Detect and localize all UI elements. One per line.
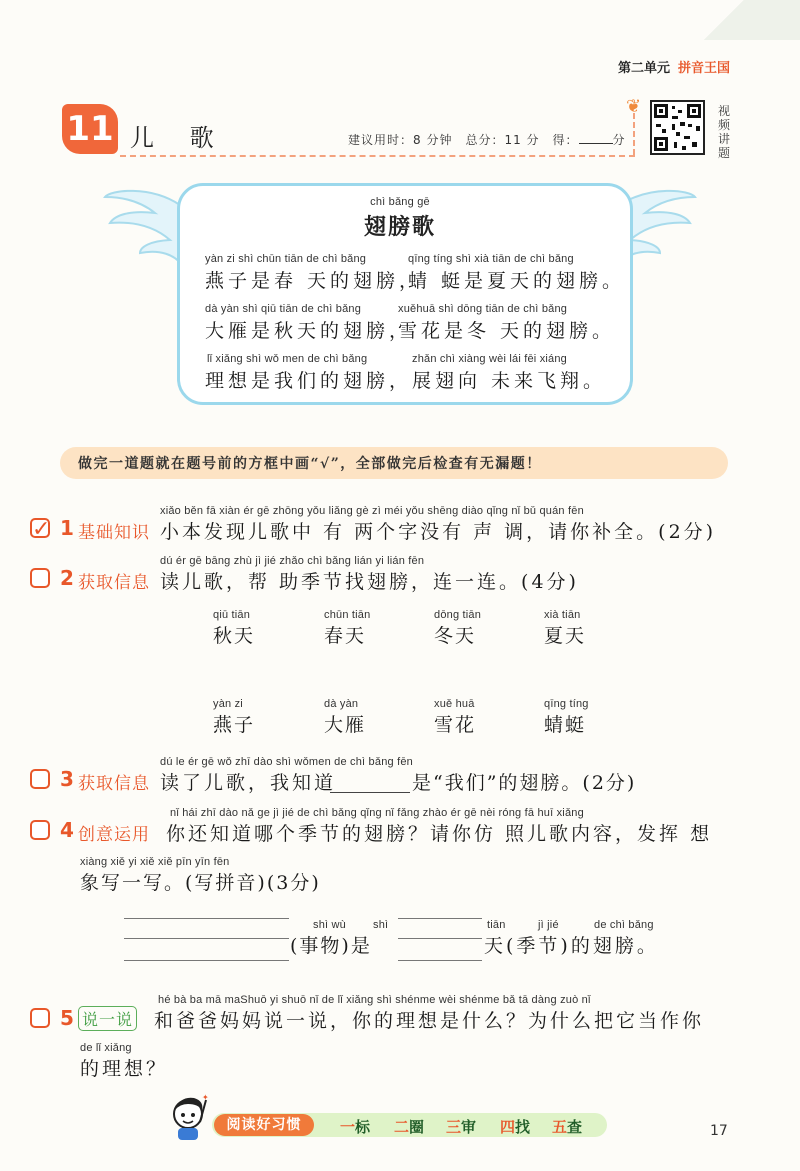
habit-step-word: 找	[515, 1118, 531, 1136]
question-4-number: 4	[60, 818, 74, 842]
question-4-pinyin-2: xiàng xiě yi xiě xiě pīn yīn fēn	[80, 856, 230, 868]
poem-line-2b-pinyin: xuěhuā shì dōng tiān de chì bǎng	[398, 303, 568, 315]
question-4-text: 你还知道哪个季节的翅膀？请你仿 照儿歌内容，发挥 想	[166, 823, 713, 845]
unit-number: 第二单元	[617, 61, 670, 76]
question-1-checkbox[interactable]	[30, 517, 51, 542]
question-3-text-b: 是“我们”的翅膀。(2分)	[412, 772, 637, 794]
season-pinyin: dōng tiān	[434, 609, 482, 621]
question-1-number: 1	[60, 516, 74, 540]
question-2-number: 2	[60, 566, 74, 590]
question-1-tag: 基础知识	[78, 523, 150, 543]
fill-line[interactable]	[124, 938, 289, 939]
fill-pinyin: shì wù	[313, 919, 346, 931]
poem-title-pinyin: chì bǎng gē	[370, 196, 430, 208]
season-item[interactable]: 春天	[324, 625, 367, 647]
question-1-pinyin: xiǎo běn fā xiàn ér gē zhōng yǒu liǎng gè zì méi yǒu shēng diào qǐng nǐ bǔ quán fēn	[160, 505, 584, 517]
question-5-text-2: 的理想？	[80, 1058, 169, 1080]
fill-pinyin: de chì bǎng	[594, 919, 654, 931]
question-3-number: 3	[60, 767, 74, 791]
question-1-text: 小本发现儿歌中 有 两个字没有 声 调，请你补全。(2分)	[160, 521, 717, 543]
boy-mascot-icon	[168, 1092, 210, 1140]
unit-name: 拼音王国	[677, 61, 730, 76]
header-divider-vertical	[633, 113, 635, 155]
question-5-checkbox[interactable]	[30, 1008, 50, 1028]
wing-pinyin: xuě huā	[434, 698, 475, 710]
question-3-answer-blank[interactable]	[330, 792, 410, 793]
question-4-text-2: 象写一写。(写拼音)(3分)	[80, 872, 321, 894]
score-blank[interactable]	[579, 143, 613, 144]
habit-step-2	[394, 1116, 424, 1137]
question-5-tag: 说一说	[78, 1006, 137, 1031]
fill-line[interactable]	[124, 960, 289, 961]
habit-step-number: 二	[394, 1118, 410, 1136]
poem-line-2a: 大雁是秋天的翅膀，	[205, 320, 413, 342]
fill-text-a: (事物)是	[290, 935, 372, 957]
question-4-checkbox[interactable]	[30, 820, 50, 840]
question-2-pinyin: dú ér gē bāng zhù jì jié zhǎo chì bǎng lián yi lián fēn	[160, 555, 425, 567]
wing-item[interactable]: 雪花	[434, 714, 477, 736]
question-5-number: 5	[60, 1006, 74, 1030]
habit-step-1	[340, 1116, 370, 1137]
sprout-icon: ❦	[626, 96, 642, 117]
fill-text-b: 天(季节)的翅膀。	[484, 935, 659, 957]
question-3-tag: 获取信息	[78, 774, 150, 794]
season-pinyin: qiū tiān	[213, 609, 251, 621]
poem-line-3b-pinyin: zhǎn chì xiàng wèi lái fēi xiáng	[412, 353, 567, 365]
question-5-text: 和爸爸妈妈说一说，你的理想是什么？为什么把它当作你	[154, 1010, 705, 1032]
wing-item[interactable]: 蜻蜓	[544, 714, 587, 736]
question-2-checkbox[interactable]	[30, 568, 50, 588]
video-label: 视频讲题	[718, 104, 731, 160]
season-pinyin: chūn tiān	[324, 609, 371, 621]
fill-line[interactable]	[398, 918, 482, 919]
unit-label	[618, 57, 730, 76]
habit-step-number: 四	[500, 1118, 516, 1136]
fill-line[interactable]	[398, 938, 482, 939]
fill-pinyin: shì	[373, 919, 389, 931]
question-4-pinyin: nǐ hái zhī dào nǎ ge jì jié de chì bǎng qǐng nǐ fǎng zhào ér gē nèi róng fā huī xiǎng	[170, 807, 584, 819]
lesson-title: 儿 歌	[130, 124, 228, 152]
score-unit: 分	[612, 133, 626, 147]
poem-line-3a: 理想是我们的翅膀，	[205, 370, 413, 392]
habit-step-word: 圈	[409, 1118, 425, 1136]
wing-pinyin: yàn zi	[213, 698, 243, 710]
habit-step-word: 查	[567, 1118, 583, 1136]
wing-item[interactable]: 燕子	[213, 714, 256, 736]
wing-pinyin: qīng tíng	[544, 698, 589, 710]
poem-line-1b: 蜻 蜓是夏天的翅膀。	[408, 270, 626, 292]
fill-line[interactable]	[124, 918, 289, 919]
time-info-text: 建议用时：8 分钟 总分：11 分 得：	[348, 133, 579, 147]
time-info	[348, 131, 626, 148]
svg-text:✦: ✦	[202, 1093, 209, 1102]
season-item[interactable]: 秋天	[213, 625, 256, 647]
question-3-pinyin: dú le ér gē wǒ zhī dào shì wǒmen de chì bǎng fēn	[160, 756, 413, 768]
fill-line[interactable]	[398, 960, 482, 961]
season-item[interactable]: 夏天	[544, 625, 587, 647]
habit-step-number: 三	[446, 1118, 462, 1136]
fill-pinyin: jì jié	[538, 919, 559, 931]
poem-line-2a-pinyin: dà yàn shì qiū tiān de chì bǎng	[205, 303, 362, 315]
poem-line-3a-pinyin: lǐ xiǎng shì wǒ men de chì bǎng	[207, 353, 368, 365]
question-3-text-a: 读了儿歌，我知道	[160, 772, 337, 794]
poem-line-3b: 展翅向 未来飞翔。	[412, 370, 607, 392]
wing-item[interactable]: 大雁	[324, 714, 367, 736]
question-5-pinyin: hé bà ba mā maShuō yi shuō nǐ de lǐ xiǎng shì shénme wèi shénme bǎ tā dàng zuò nǐ	[158, 994, 591, 1006]
question-3-checkbox[interactable]	[30, 769, 50, 789]
fill-pinyin: tiān	[487, 919, 506, 931]
habit-step-3	[446, 1116, 476, 1137]
habit-step-number: 一	[340, 1118, 356, 1136]
page-corner	[600, 0, 800, 40]
habit-step-word: 标	[355, 1118, 371, 1136]
habit-step-word: 审	[461, 1118, 477, 1136]
instruction-text: 做完一道题就在题号前的方框中画“√”，全部做完后检查有无漏题！	[78, 456, 542, 472]
reading-habit-tag: 阅读好习惯	[214, 1114, 314, 1136]
habit-step-5	[552, 1116, 582, 1137]
season-item[interactable]: 冬天	[434, 625, 477, 647]
habit-step-number: 五	[552, 1118, 568, 1136]
checkmark-icon: ✓	[32, 517, 51, 542]
header-divider	[120, 155, 635, 157]
season-pinyin: xià tiān	[544, 609, 581, 621]
question-4-tag: 创意运用	[78, 825, 150, 845]
poem-line-1a: 燕子是春 天的翅膀，	[205, 270, 423, 292]
qr-code-icon[interactable]	[650, 100, 705, 155]
page-number: 17	[710, 1123, 728, 1139]
poem-line-1a-pinyin: yàn zi shì chūn tiān de chì bǎng	[205, 253, 367, 265]
poem-line-1b-pinyin: qīng tíng shì xià tiān de chì bǎng	[408, 253, 574, 265]
wing-pinyin: dà yàn	[324, 698, 359, 710]
question-2-tag: 获取信息	[78, 573, 150, 593]
question-2-text: 读儿歌，帮 助季节找翅膀，连一连。(4分)	[160, 571, 579, 593]
question-5-pinyin-2: de lǐ xiǎng	[80, 1042, 132, 1054]
habit-step-4	[500, 1116, 530, 1137]
poem-line-2b: 雪花是冬 天的翅膀。	[398, 320, 616, 342]
lesson-number: 11	[62, 104, 118, 154]
poem-title: 翅膀歌	[363, 214, 436, 240]
